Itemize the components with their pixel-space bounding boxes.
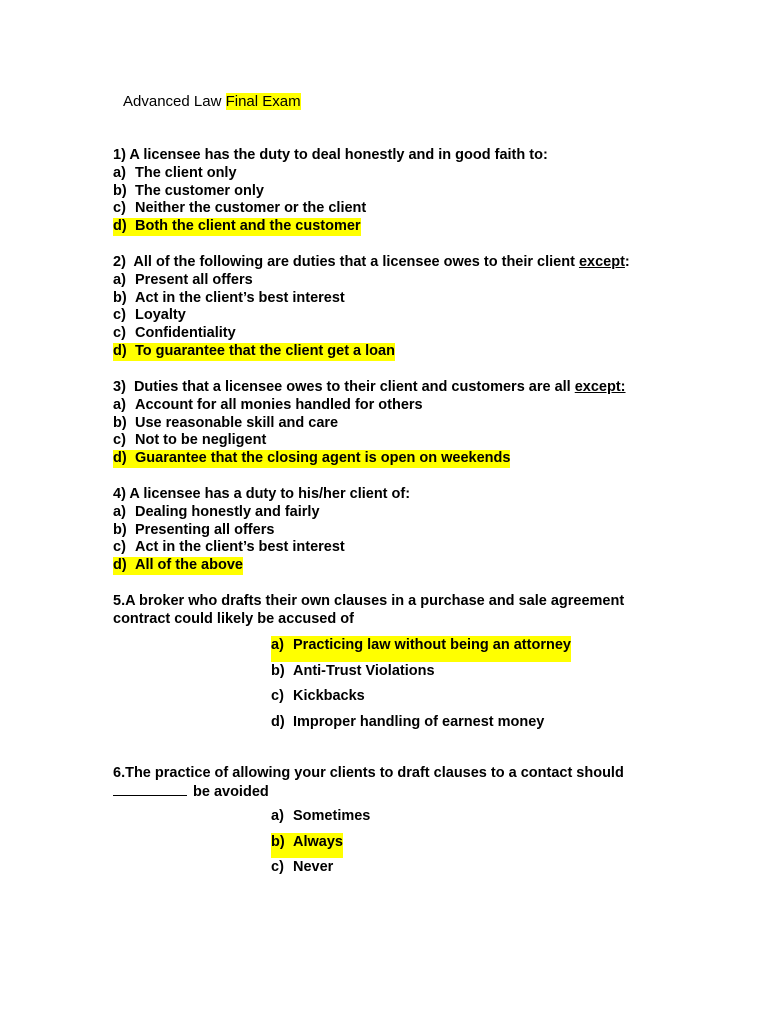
question-3 [113,379,626,468]
question-2 [113,254,630,361]
question-stem: 3) Duties that a licensee owes to their client and customers are all except: [113,379,626,395]
answer-option: c) Never [271,859,334,875]
answer-option: a) Present all offers [113,271,253,288]
answer-option: c) Confidentiality [113,325,236,342]
exam-title [123,92,301,112]
question-4 [113,486,410,575]
question-stem: 2) All of the following are duties that a licensee owes to their client except : [113,254,630,270]
answer-option: b) Use reasonable skill and care [113,414,339,431]
question-stem: 1) A licensee has the duty to deal honestly and in good faith to: [113,147,548,163]
answer-option: a) The client only [113,164,237,181]
answer-option: c) Neither the customer or the client [113,200,367,217]
answer-option-correct: b) Always [271,833,370,859]
answer-option-correct: a) Practicing law without being an attorney [271,636,571,662]
answer-option: c) Not to be negligent [113,432,267,449]
title-highlight: Final Exam [225,93,301,110]
answer-option-correct: d) All of the above [113,557,243,574]
answer-option: c) Act in the client’s best interest [113,539,345,556]
answer-option: b) The customer only [113,182,264,199]
question-1 [113,147,548,236]
question-stem-line-1: 6.The practice of allowing your clients to draft clauses to a contact should [113,765,624,781]
answer-option-correct: d) Guarantee that the closing agent is open on weekends [113,450,511,467]
title-plain: Advanced Law [123,93,226,110]
fill-in-blank [113,782,187,796]
answer-option: a) Sometimes [271,808,371,824]
question-stem: 4) A licensee has a duty to his/her client of: [113,486,411,502]
question-5-options [271,636,571,738]
question-stem-line-2: be avoided [113,782,624,801]
question-stem-line-1: 5.A broker who drafts their own clauses in a purchase and sale agreement [113,593,625,609]
answer-option: b) Act in the client’s best interest [113,289,345,306]
question-6 [113,764,624,801]
answer-option: d) Improper handling of earnest money [271,713,545,730]
question-5 [113,592,624,628]
answer-option: a) Dealing honestly and fairly [113,503,320,520]
answer-option: b) Presenting all offers [113,521,275,538]
answer-option: c) Kickbacks [271,688,365,704]
question-stem-line-2: contract could likely be accused of [113,611,354,627]
answer-option-correct: d) To guarantee that the client get a loan [113,342,395,359]
answer-option: c) Loyalty [113,307,186,324]
answer-option-correct: d) Both the client and the customer [113,218,361,235]
question-6-options [271,807,370,884]
answer-option: a) Account for all monies handled for others [113,396,423,413]
answer-option: b) Anti-Trust Violations [271,662,435,679]
